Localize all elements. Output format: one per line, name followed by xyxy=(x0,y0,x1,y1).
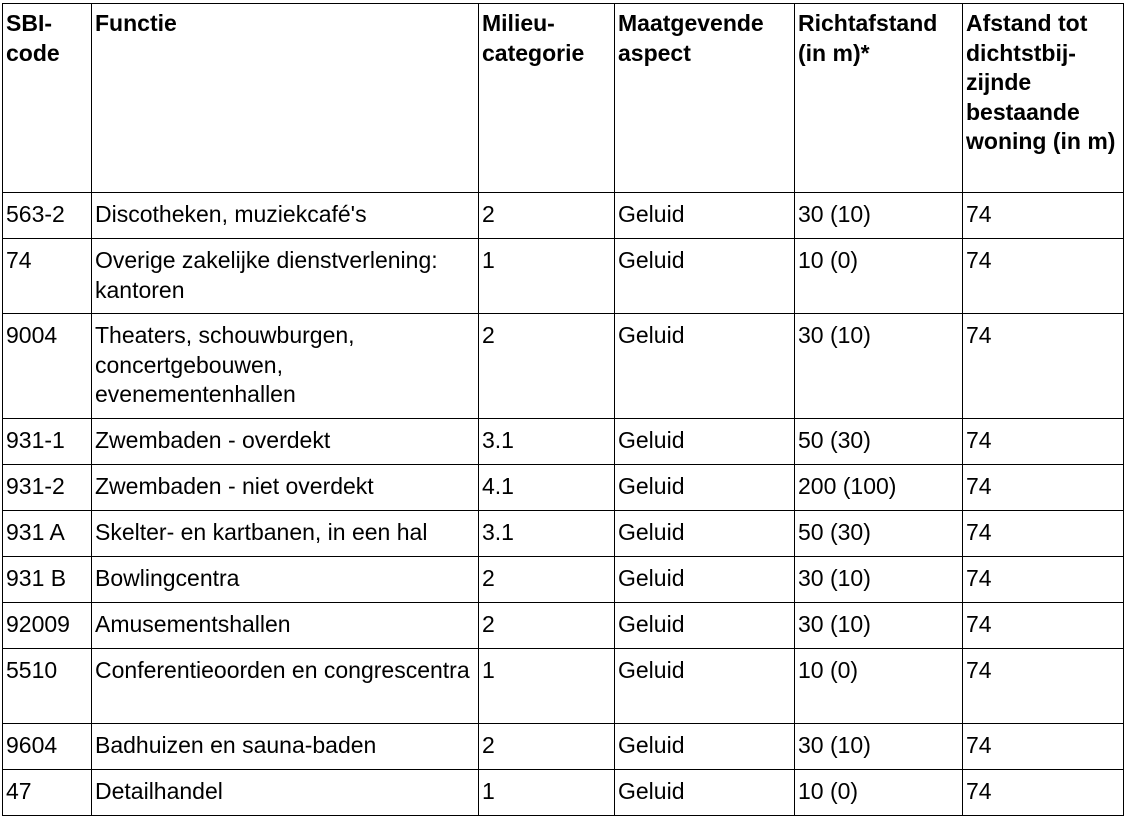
table-row xyxy=(3,193,1124,239)
cell-functie: Conferentieoorden en congrescentra xyxy=(92,649,479,724)
cell-richtafstand: 30 (10) xyxy=(795,603,963,649)
cell-richtafstand: 50 (30) xyxy=(795,511,963,557)
cell-afstand-woning: 74 xyxy=(963,603,1124,649)
cell-afstand-woning: 74 xyxy=(963,511,1124,557)
cell-sbi-code: 931-2 xyxy=(3,465,92,511)
cell-afstand-woning: 74 xyxy=(963,724,1124,770)
cell-milieucategorie: 2 xyxy=(479,603,615,649)
table-row xyxy=(3,314,1124,419)
cell-maatgevende-aspect: Geluid xyxy=(615,419,795,465)
cell-sbi-code: 563-2 xyxy=(3,193,92,239)
cell-functie: Overige zakelijke dienstverlening: kantoren xyxy=(92,239,479,314)
cell-maatgevende-aspect: Geluid xyxy=(615,511,795,557)
cell-maatgevende-aspect: Geluid xyxy=(615,239,795,314)
cell-richtafstand: 10 (0) xyxy=(795,770,963,816)
cell-milieucategorie: 1 xyxy=(479,239,615,314)
cell-milieucategorie: 3.1 xyxy=(479,419,615,465)
cell-milieucategorie: 1 xyxy=(479,649,615,724)
cell-afstand-woning: 74 xyxy=(963,649,1124,724)
cell-functie: Amusementshallen xyxy=(92,603,479,649)
cell-sbi-code: 931 B xyxy=(3,557,92,603)
cell-richtafstand: 30 (10) xyxy=(795,193,963,239)
cell-maatgevende-aspect: Geluid xyxy=(615,557,795,603)
milieuzonering-table xyxy=(2,3,1124,816)
cell-sbi-code: 931 A xyxy=(3,511,92,557)
table-header-row xyxy=(3,4,1124,193)
cell-afstand-woning: 74 xyxy=(963,419,1124,465)
table-row xyxy=(3,511,1124,557)
cell-richtafstand: 30 (10) xyxy=(795,314,963,419)
table-row xyxy=(3,603,1124,649)
header-richtafstand: Richtafstand (in m)* xyxy=(795,4,963,193)
header-functie: Functie xyxy=(92,4,479,193)
cell-afstand-woning: 74 xyxy=(963,557,1124,603)
table-row xyxy=(3,649,1124,724)
header-afstand-woning: Afstand tot dichtstbij-zijnde bestaande woning (in m) xyxy=(963,4,1124,193)
cell-maatgevende-aspect: Geluid xyxy=(615,770,795,816)
cell-richtafstand: 50 (30) xyxy=(795,419,963,465)
cell-milieucategorie: 2 xyxy=(479,314,615,419)
cell-richtafstand: 30 (10) xyxy=(795,724,963,770)
cell-functie: Zwembaden - niet overdekt xyxy=(92,465,479,511)
header-milieucategorie: Milieu-categorie xyxy=(479,4,615,193)
cell-sbi-code: 9604 xyxy=(3,724,92,770)
cell-sbi-code: 5510 xyxy=(3,649,92,724)
cell-functie: Theaters, schouwburgen, concertgebouwen, evenementenhallen xyxy=(92,314,479,419)
cell-richtafstand: 200 (100) xyxy=(795,465,963,511)
cell-maatgevende-aspect: Geluid xyxy=(615,724,795,770)
cell-afstand-woning: 74 xyxy=(963,193,1124,239)
cell-afstand-woning: 74 xyxy=(963,239,1124,314)
cell-functie: Discotheken, muziekcafé's xyxy=(92,193,479,239)
header-sbi-code: SBI-code xyxy=(3,4,92,193)
cell-afstand-woning: 74 xyxy=(963,314,1124,419)
table-row xyxy=(3,465,1124,511)
cell-maatgevende-aspect: Geluid xyxy=(615,465,795,511)
cell-functie: Bowlingcentra xyxy=(92,557,479,603)
table-row xyxy=(3,419,1124,465)
cell-richtafstand: 10 (0) xyxy=(795,239,963,314)
cell-functie: Detailhandel xyxy=(92,770,479,816)
cell-sbi-code: 931-1 xyxy=(3,419,92,465)
cell-maatgevende-aspect: Geluid xyxy=(615,603,795,649)
cell-maatgevende-aspect: Geluid xyxy=(615,649,795,724)
cell-sbi-code: 92009 xyxy=(3,603,92,649)
cell-afstand-woning: 74 xyxy=(963,770,1124,816)
table-row xyxy=(3,239,1124,314)
cell-richtafstand: 30 (10) xyxy=(795,557,963,603)
cell-sbi-code: 47 xyxy=(3,770,92,816)
cell-milieucategorie: 2 xyxy=(479,557,615,603)
cell-functie: Zwembaden - overdekt xyxy=(92,419,479,465)
cell-milieucategorie: 1 xyxy=(479,770,615,816)
cell-milieucategorie: 3.1 xyxy=(479,511,615,557)
cell-maatgevende-aspect: Geluid xyxy=(615,314,795,419)
cell-maatgevende-aspect: Geluid xyxy=(615,193,795,239)
table-row xyxy=(3,724,1124,770)
cell-milieucategorie: 4.1 xyxy=(479,465,615,511)
table-row xyxy=(3,557,1124,603)
cell-functie: Skelter- en kartbanen, in een hal xyxy=(92,511,479,557)
cell-milieucategorie: 2 xyxy=(479,193,615,239)
cell-richtafstand: 10 (0) xyxy=(795,649,963,724)
table-row xyxy=(3,770,1124,816)
cell-sbi-code: 74 xyxy=(3,239,92,314)
header-maatgevende-aspect: Maatgevende aspect xyxy=(615,4,795,193)
cell-afstand-woning: 74 xyxy=(963,465,1124,511)
cell-milieucategorie: 2 xyxy=(479,724,615,770)
cell-functie: Badhuizen en sauna-baden xyxy=(92,724,479,770)
cell-sbi-code: 9004 xyxy=(3,314,92,419)
